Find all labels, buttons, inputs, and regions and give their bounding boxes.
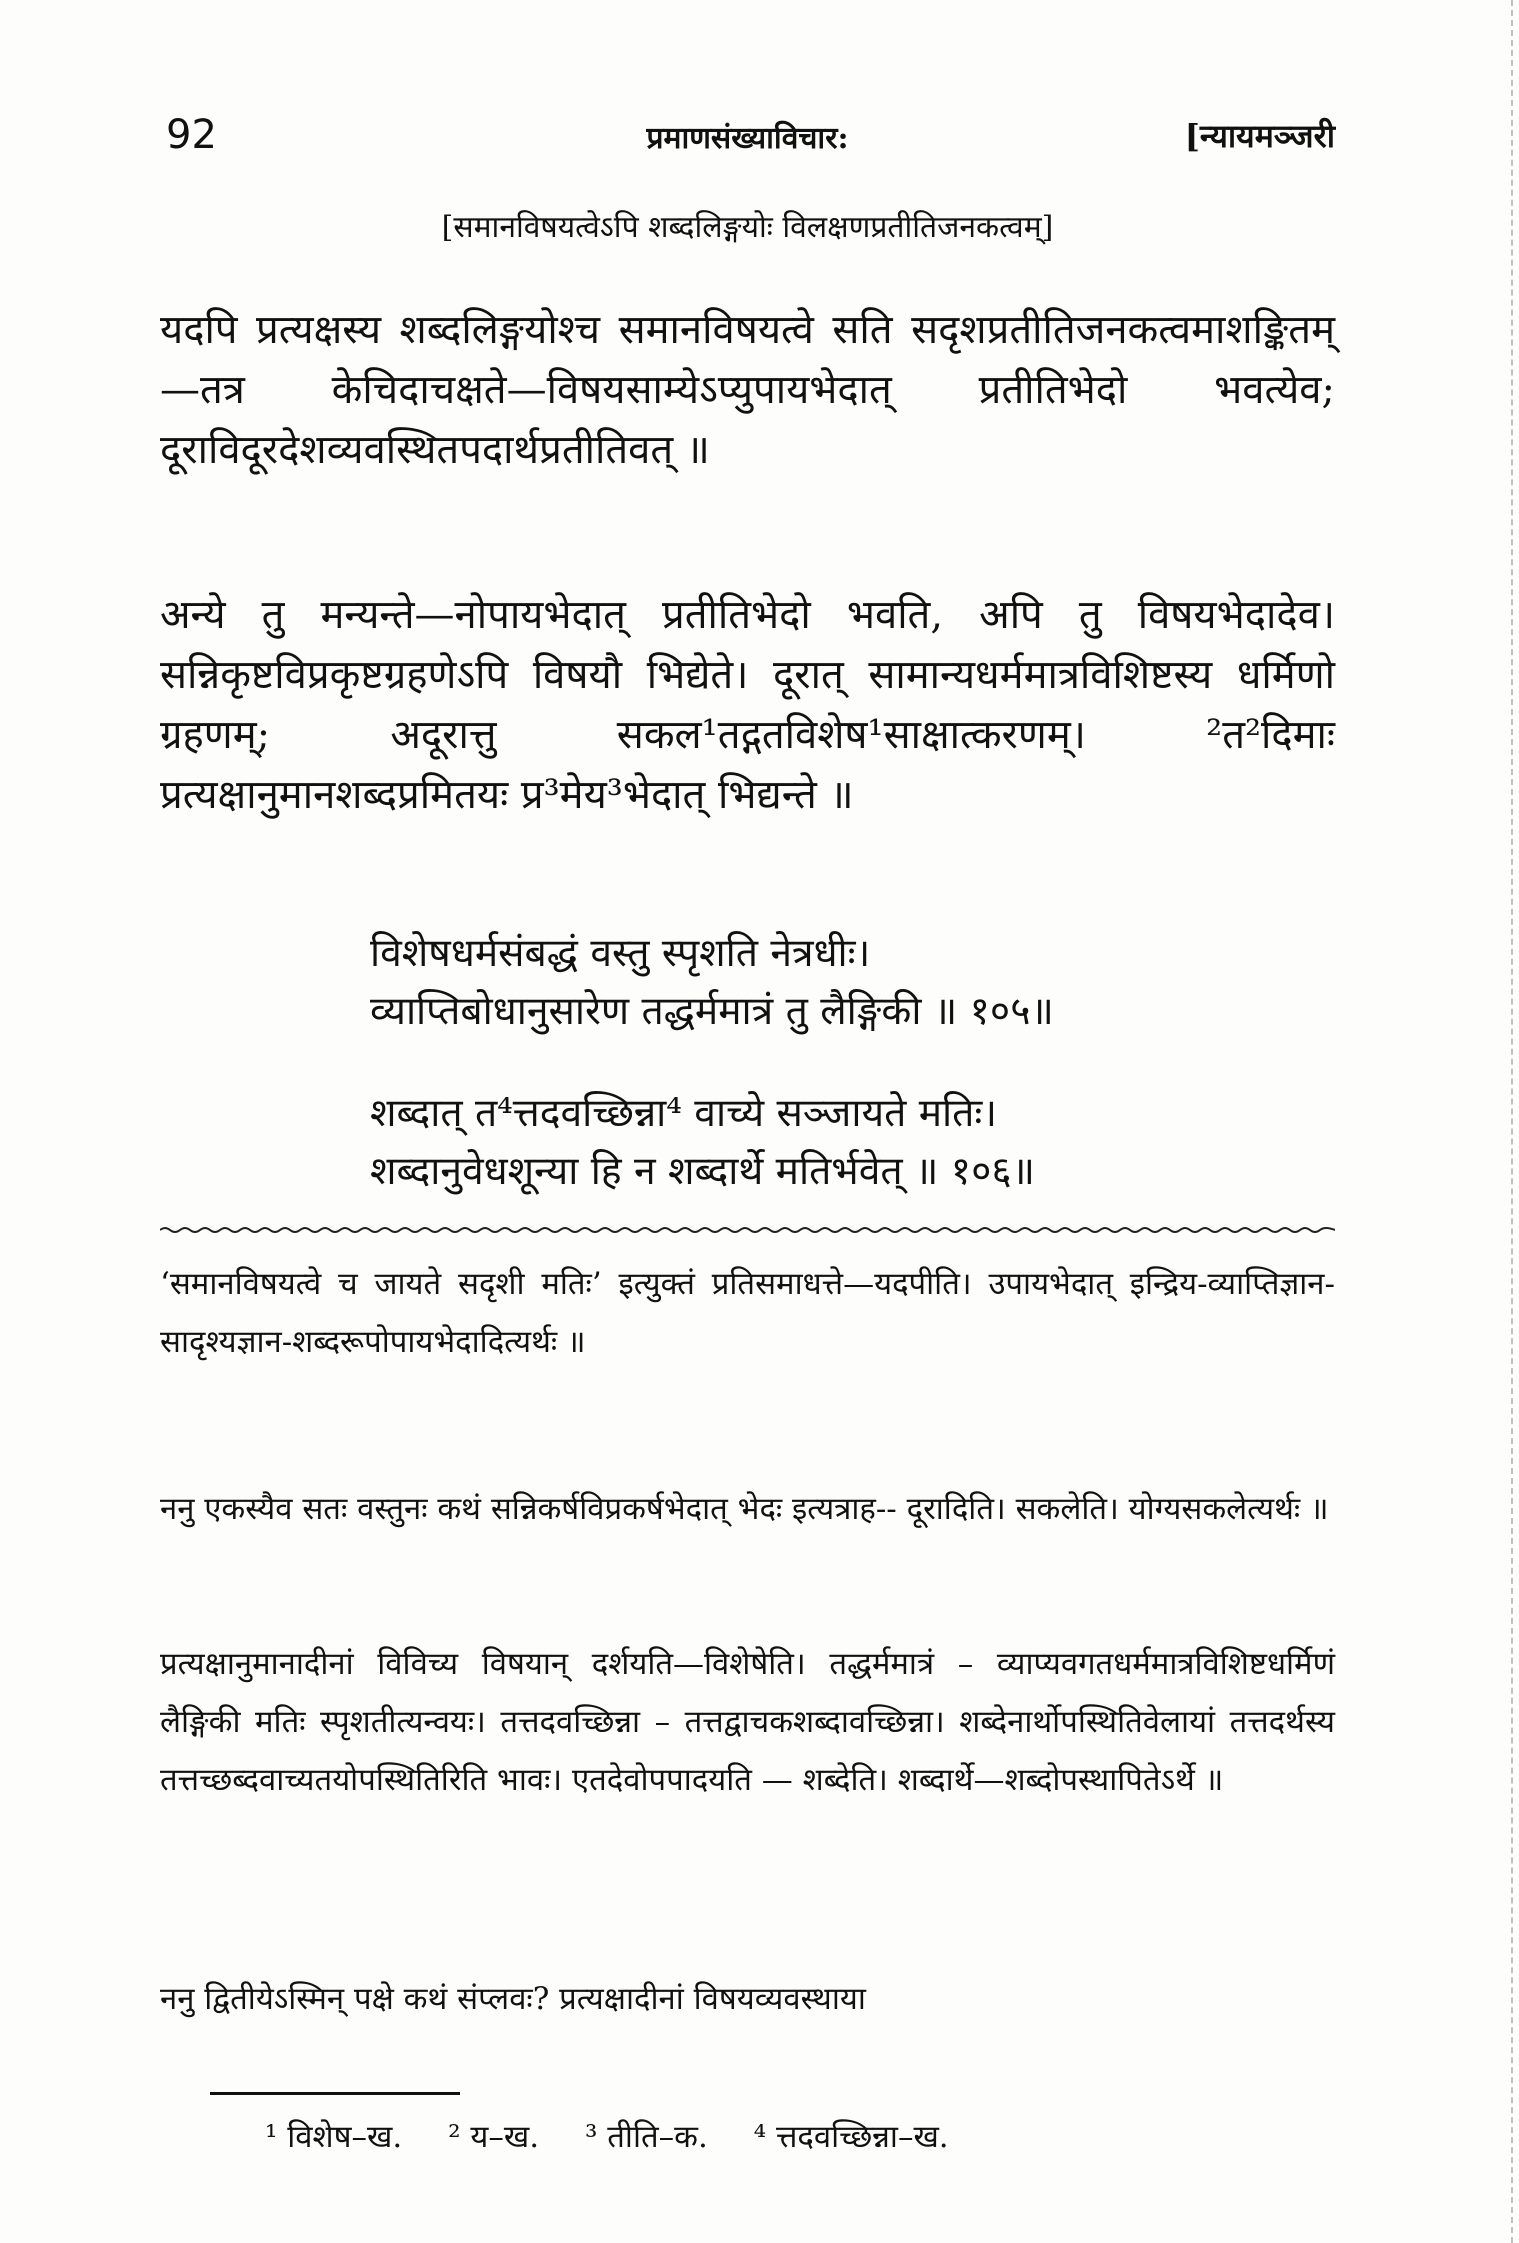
- commentary-paragraph-4: ननु द्वितीयेऽस्मिन् पक्षे कथं संप्लवः? प्रत्यक्षादीनां विषयव्यवस्थाया: [160, 1981, 866, 2017]
- verse-106-line-2: शब्दानुवेधशून्या हि न शब्दार्थे मतिर्भवेत् ॥ १०६॥: [370, 1149, 1035, 1194]
- footnote-rule: [210, 2092, 460, 2095]
- footnote-4: ⁴ त्तदवच्छिन्ना–ख.: [753, 2119, 949, 2155]
- verse-105: [370, 925, 1270, 1041]
- verse-106: [370, 1085, 1270, 1201]
- commentary-paragraph-1: ‘समानविषयत्वे च जायते सदृशी मतिः’ इत्युक्तं प्रतिसमाधत्ते—यदपीति। उपायभेदात् इन्द्रिय-व्याप्तिज्ञान-सादृश्यज्ञान-शब्दरूपोपायभेदादित्यर्थः ॥: [160, 1266, 1335, 1360]
- running-title: प्रमाणसंख्याविचार:: [646, 121, 849, 156]
- commentary-paragraph-3: प्रत्यक्षानुमानादीनां विविच्य विषयान् दर्शयति—विशेषेति। तद्धर्ममात्रं – व्याप्यवगतधर्ममात्रविशिष्टधर्मिणं लैङ्गिकी मतिः स्पृशतीत्यन्वयः। तत्तदवच्छिन्ना – तत्तद्वाचकशब्दावच्छिन्ना। शब्देनार्थोपस्थितिवेलायां तत्तदर्थस्य तत्तच्छब्दवाच्यतयोपस्थितिरिति भावः। एतदेवोपपादयति — शब्देति। शब्दार्थे—शब्दोपस्थापितेऽर्थे ॥: [160, 1646, 1335, 1798]
- book-title: [न्यायमञ्जरी: [1184, 117, 1335, 155]
- page-header: [160, 108, 1335, 168]
- verse-105-line-2: व्याप्तिबोधानुसारेण तद्धर्ममात्रं तु लैङ्गिकी ॥ १०५॥: [370, 989, 1054, 1034]
- page-edge-mark: [1509, 0, 1513, 2243]
- footnote-2: ² य–ख.: [448, 2119, 540, 2155]
- main-paragraph-2: अन्ये तु मन्यन्ते—नोपायभेदात् प्रतीतिभेदो भवति, अपि तु विषयभेदादेव। सन्निकृष्टविप्रकृष्टग्रहणेऽपि विषयौ भिद्येते। दूरात् सामान्यधर्ममात्रविशिष्टस्य धर्मिणो ग्रहणम्; अदूरात्तु सकल¹तद्गतविशेष¹साक्षात्करणम्। ²त²दिमाः प्रत्यक्षानुमानशब्दप्रमितयः प्र³मेय³भेदात् भिद्यन्ते ॥: [160, 592, 1335, 818]
- section-heading: [समानविषयत्वेऽपि शब्दलिङ्गयोः विलक्षणप्रतीतिजनकत्वम्]: [441, 210, 1054, 245]
- commentary-divider: [160, 1225, 1335, 1235]
- footnote-3: ³ तीति–क.: [584, 2119, 708, 2155]
- verse-105-line-1: विशेषधर्मसंबद्धं वस्तु स्पृशति नेत्रधीः।: [370, 931, 871, 976]
- commentary-paragraph-2: ननु एकस्यैव सतः वस्तुनः कथं सन्निकर्षविप्रकर्षभेदात् भेदः इत्यत्राह-- दूरादिति। सकलेति। योग्यसकलेत्यर्थः ॥: [160, 1491, 1329, 1527]
- verse-106-line-1: शब्दात् त⁴त्तदवच्छिन्ना⁴ वाच्ये सञ्जायते मतिः।: [370, 1091, 998, 1136]
- footnote-1: ¹ विशेष–ख.: [265, 2119, 403, 2155]
- page-number: 92: [166, 112, 217, 158]
- footnotes: [265, 2115, 985, 2157]
- main-paragraph-1: यदपि प्रत्यक्षस्य शब्दलिङ्गयोश्च समानविषयत्वे सति सदृशप्रतीतिजनकत्वमाशङ्कितम्—तत्र केचिदाचक्षते—विषयसाम्येऽप्युपायभेदात् प्रतीतिभेदो भवत्येव; दूराविदूरदेशव्यवस्थितपदार्थप्रतीतिवत् ॥: [160, 307, 1335, 473]
